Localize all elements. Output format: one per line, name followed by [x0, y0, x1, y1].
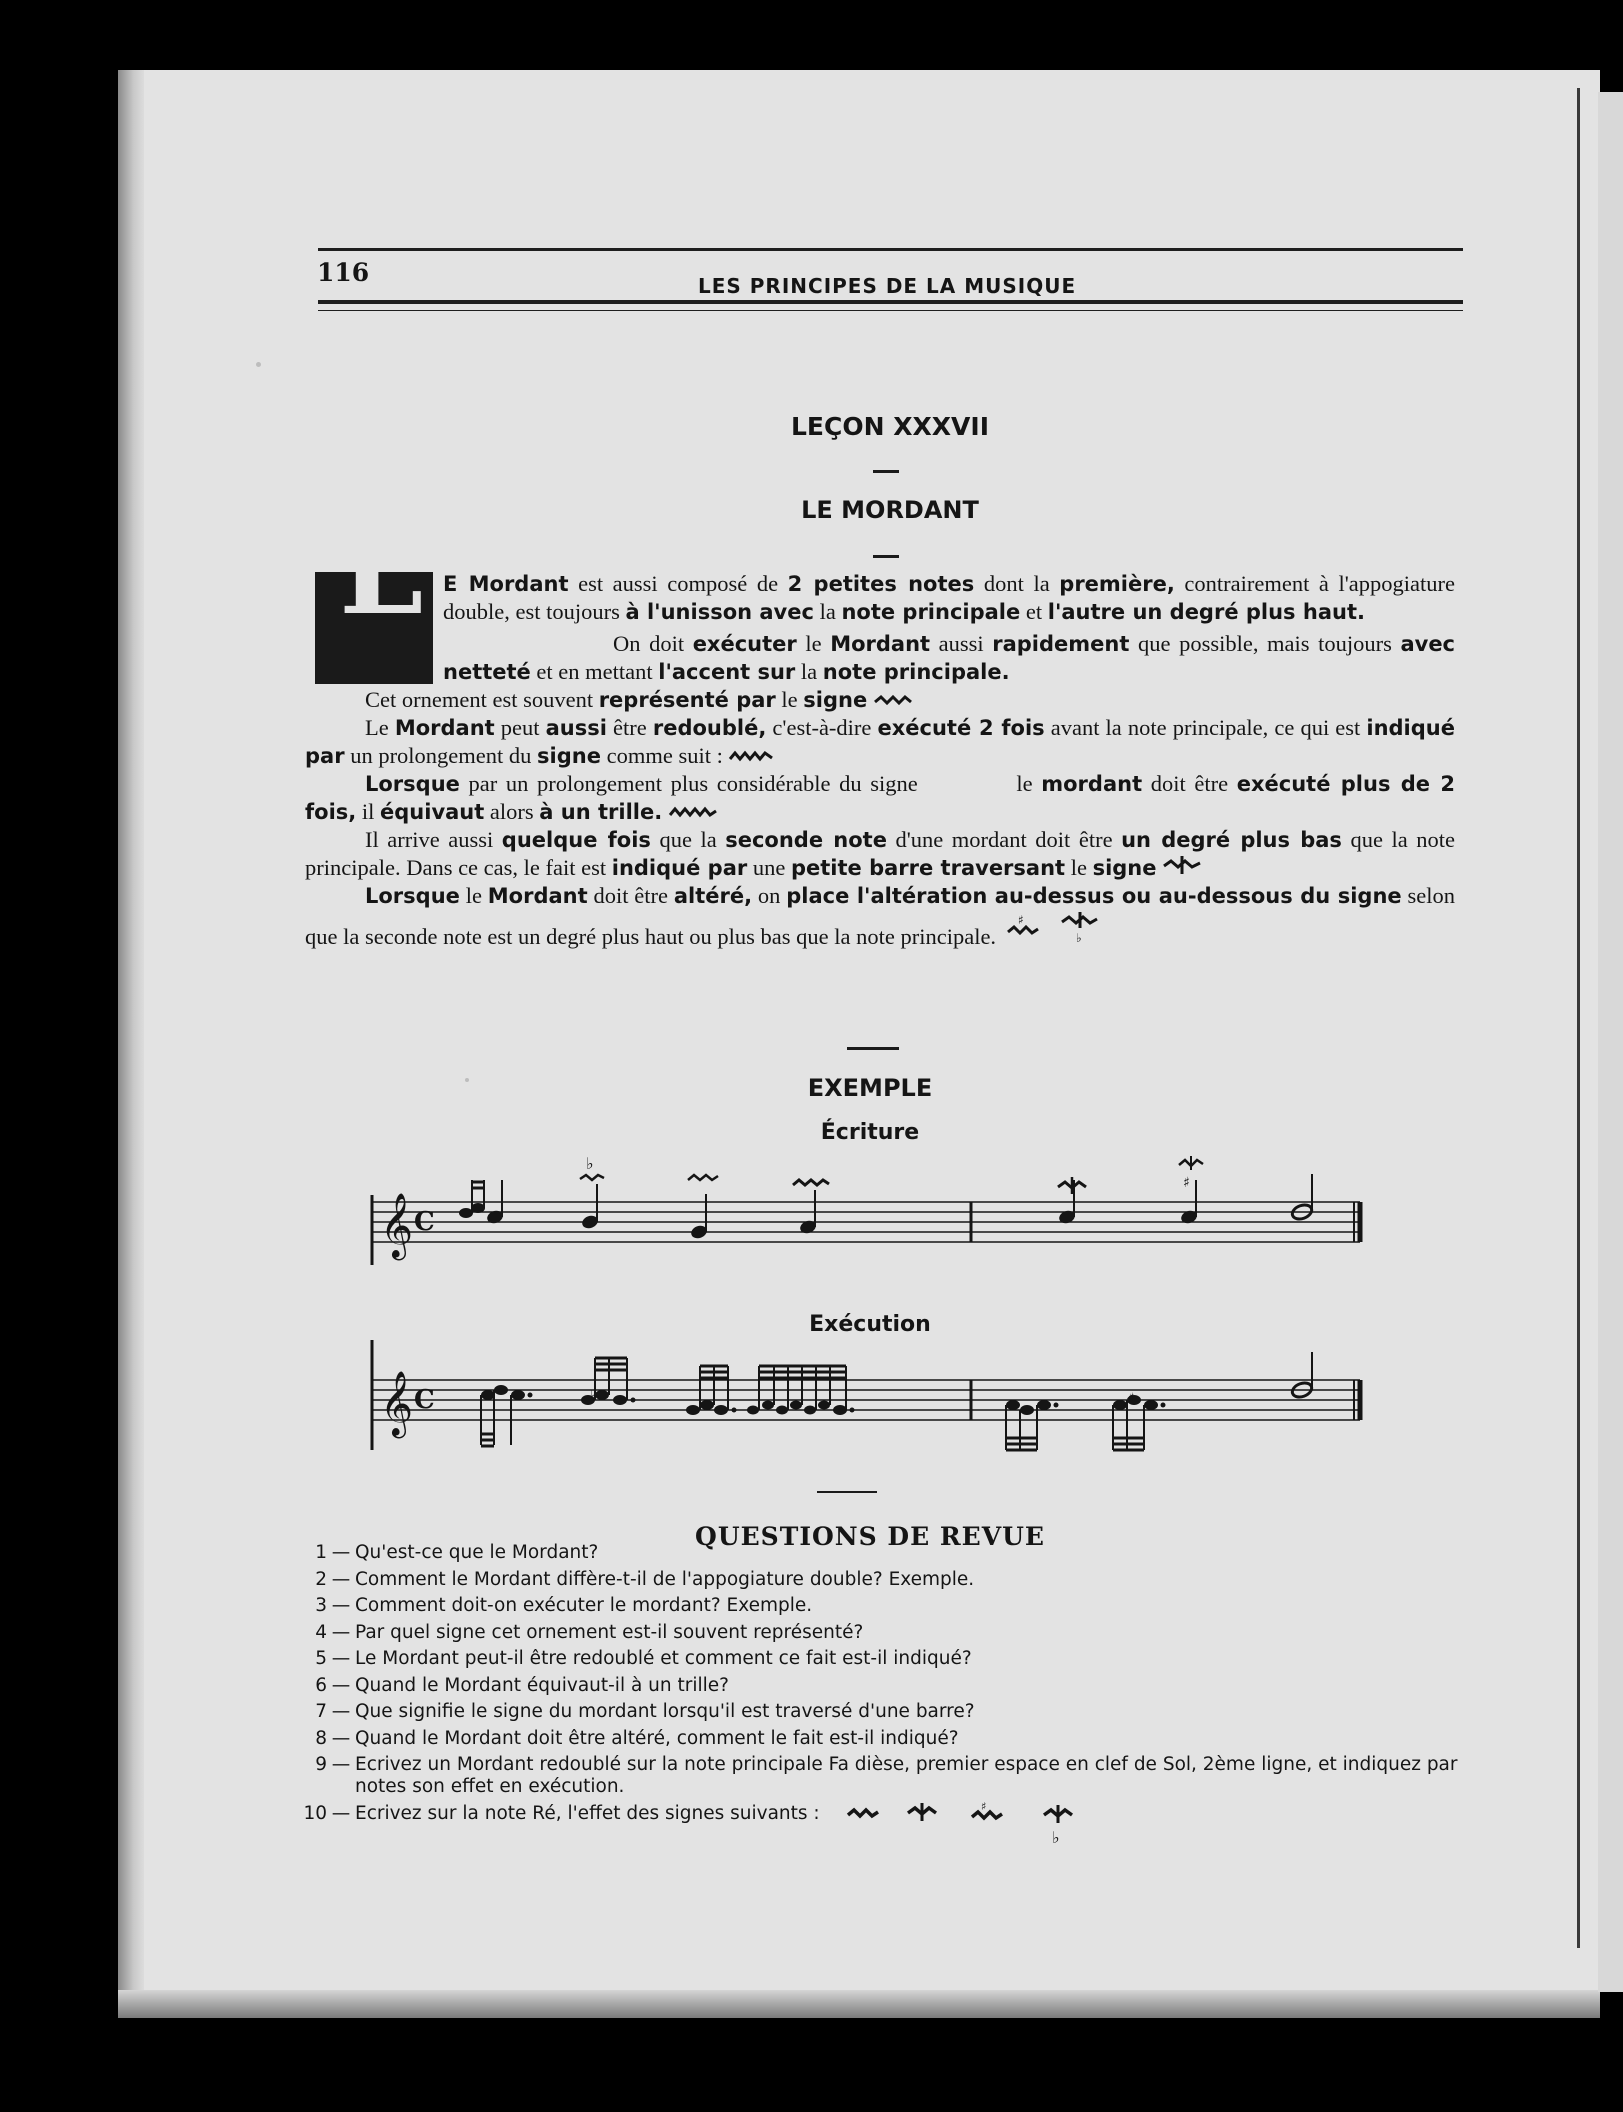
- header-top-rule: [318, 248, 1463, 251]
- svg-text:♭: ♭: [1051, 1828, 1060, 1847]
- svg-text:♭: ♭: [590, 1388, 597, 1404]
- svg-text:C: C: [414, 1385, 435, 1415]
- writing-label: Écriture: [820, 1120, 920, 1145]
- question-item: 8 — Quand le Mordant doit être altéré, comment le fait est-il indiqué?: [315, 1727, 959, 1749]
- svg-text:♯: ♯: [1017, 913, 1024, 927]
- paragraph-trill: Lorsque par un prolongement plus considérable du signe le mordant doit être exécuté plus de 2 fois, il équivaut alors à un trille.: [305, 771, 1455, 824]
- section-divider: [817, 1491, 877, 1493]
- header-bottom-rule: [318, 300, 1463, 304]
- question-item: 5 — Le Mordant peut-il être redoublé et comment ce fait est-il indiqué?: [315, 1648, 972, 1669]
- trill-mordant-sign-icon: [668, 805, 718, 819]
- paragraph-altered: Lorsque le Mordant doit être altéré, on place l'altération au-dessus ou au-dessous du signe selon que la seconde note est un degré plus haut ou plus bas que la note principale. ♯ ♭: [305, 883, 1455, 949]
- question-item: 6 — Quand le Mordant équivaut-il à un trille?: [315, 1674, 729, 1696]
- barred-mordant-sign-icon: [1162, 855, 1206, 875]
- page-bottom-edge: [118, 1990, 1600, 2018]
- title-dash: [873, 470, 899, 473]
- page-fold-line: [1577, 88, 1580, 1948]
- double-mordant-sign-icon: [728, 749, 774, 763]
- altered-mordant-signs-icon: [1002, 910, 1112, 944]
- header-thin-rule: [318, 310, 1463, 311]
- example-title: EXEMPLE: [807, 1074, 933, 1102]
- svg-text:♭: ♭: [1075, 931, 1082, 945]
- svg-text:C: C: [414, 1207, 435, 1237]
- questions-title: QUESTIONS DE REVUE: [695, 1522, 1045, 1551]
- execution-staff: [368, 1340, 1364, 1465]
- page-number: 116: [317, 258, 370, 287]
- paragraph-sign: Cet ornement est souvent représenté par le signe: [305, 686, 1455, 714]
- paragraph-execution: On doit exécuter le Mordant aussi rapidement que possible, mais toujours avec netteté et en mettant l'accent sur la note principale.: [443, 631, 1456, 684]
- running-title: LES PRINCIPES DE LA MUSIQUE: [698, 274, 1077, 298]
- page-binding-edge: [118, 70, 144, 2018]
- paragraph-definition: L E Mordant est aussi composé de 2 petites notes dont la première, contrairement à l'appogiature double, est toujours à l'unisson avec la note principale et l'autre un degré plus haut.: [305, 570, 1455, 626]
- question-item: 2 — Comment le Mordant diffère-t-il de l'appogiature double? Exemple.: [315, 1568, 975, 1590]
- scan-speck: [465, 1078, 469, 1082]
- question-item: 1 — Qu'est-ce que le Mordant?: [315, 1542, 599, 1563]
- svg-text:𝄞: 𝄞: [380, 1193, 414, 1258]
- question-item: 7 — Que signifie le signe du mordant lorsqu'il est traversé d'une barre?: [315, 1701, 975, 1722]
- writing-staff: [368, 1150, 1364, 1265]
- lesson-title: LE MORDANT: [801, 496, 979, 524]
- lesson-number: LEÇON XXXVII: [790, 412, 989, 441]
- ornament-signs-icon: [844, 1801, 1104, 1845]
- svg-text:♭: ♭: [586, 1154, 594, 1173]
- svg-text:𝄞: 𝄞: [380, 1371, 414, 1436]
- scan-speck: [256, 362, 261, 367]
- paragraph-lower-note: Il arrive aussi quelque fois que la seconde note d'une mordant doit être un degré plus bas que la note principale. Dans ce cas, le fait est indiqué par une petite barre traversant le signe: [305, 827, 1455, 880]
- mordant-sign-icon: [873, 693, 913, 707]
- svg-text:♯: ♯: [1183, 1175, 1190, 1191]
- svg-text:♯: ♯: [1128, 1391, 1135, 1406]
- lesson-body: [305, 501, 1456, 951]
- question-item: 4 — Par quel signe cet ornement est-il souvent représenté?: [315, 1621, 864, 1643]
- question-item: 3 — Comment doit-on exécuter le mordant? Exemple.: [315, 1595, 813, 1616]
- questions-list: [295, 1540, 1475, 1845]
- svg-text:♯: ♯: [980, 1800, 986, 1813]
- execution-label: Exécution: [809, 1312, 931, 1337]
- ornamental-dropcap: L: [315, 572, 433, 684]
- question-item: 10 — Ecrivez sur la note Ré, l'effet des signes suivants : ♯ ♭: [295, 1801, 1475, 1845]
- facing-page-edge: [1598, 92, 1623, 1992]
- title-dash: [873, 555, 899, 558]
- section-divider: [847, 1047, 899, 1050]
- question-item: 9 — Ecrivez un Mordant redoublé sur la note principale Fa dièse, premier espace en clef de Sol, 2ème ligne, et indiquez par notes son effet en exécution.: [315, 1754, 1458, 1797]
- paragraph-doubled: Le Mordant peut aussi être redoublé, c'est-à-dire exécuté 2 fois avant la note principale, ce qui est indiqué par un prolongement du signe comme suit :: [305, 715, 1455, 768]
